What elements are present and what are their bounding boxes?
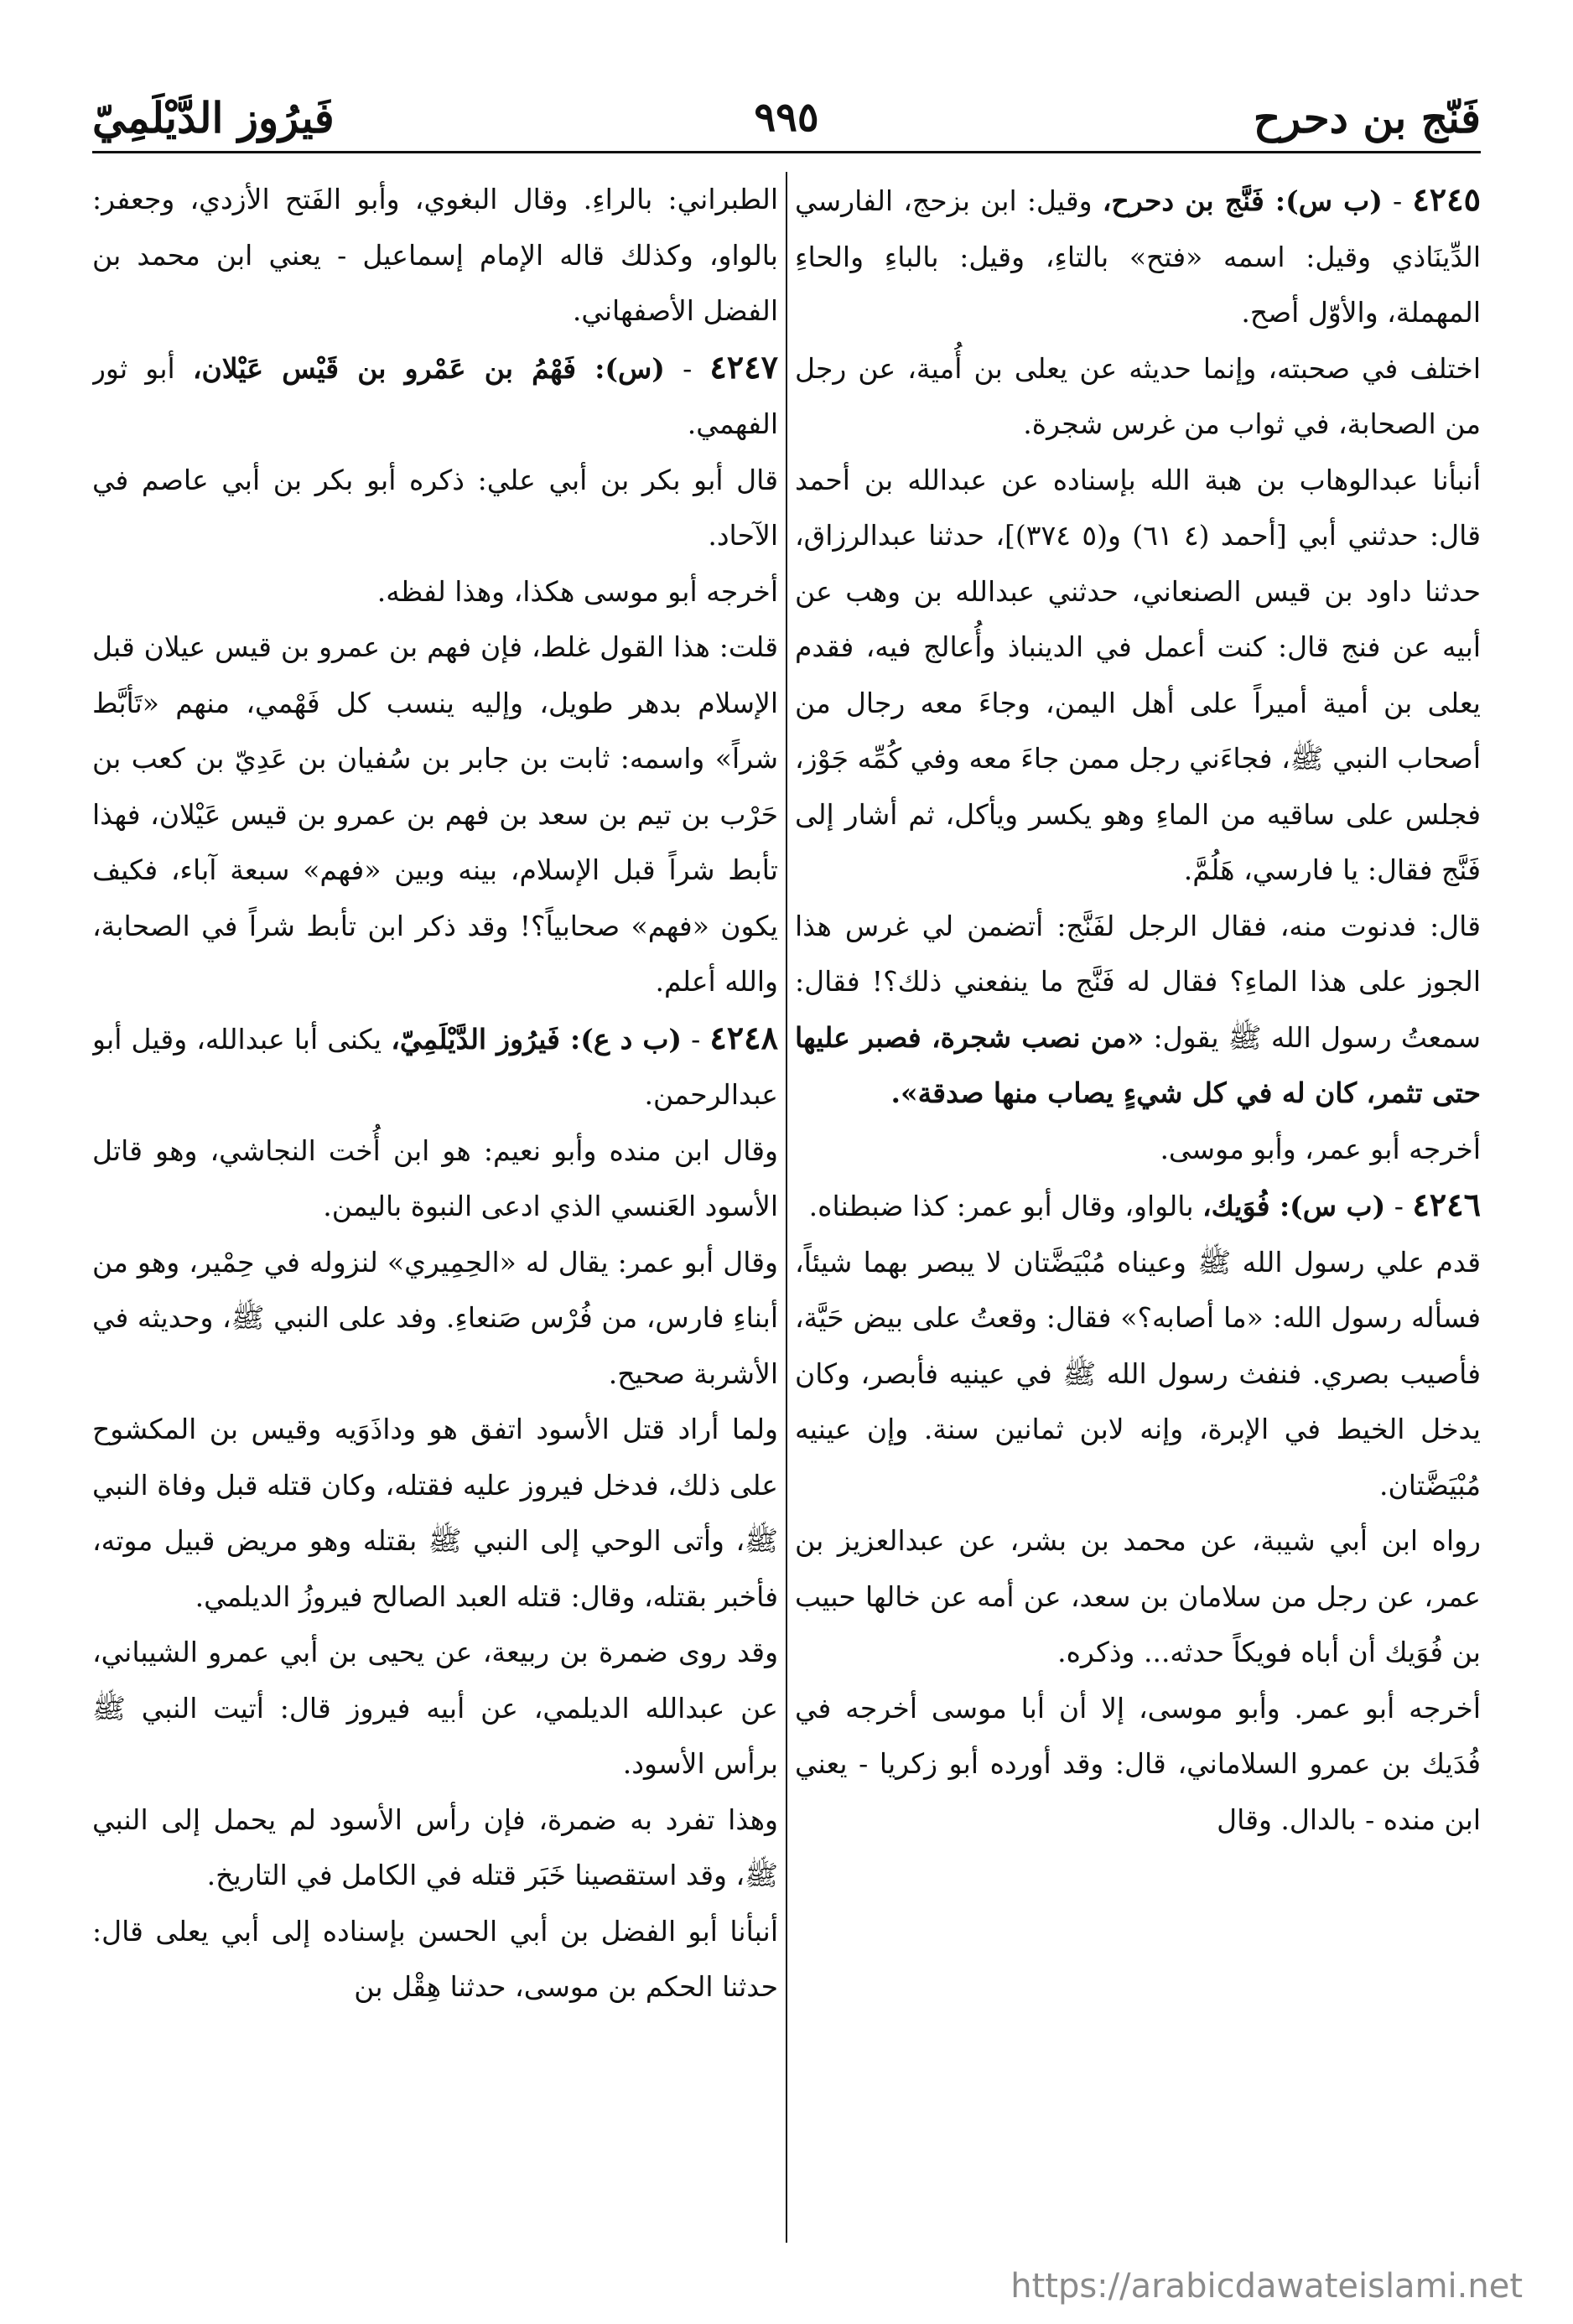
column-divider [786, 172, 787, 2243]
entry-number: ٤٢٤٥ [1412, 180, 1481, 218]
paragraph-text: ولما أراد قتل الأسود اتفق هو وداذَوَيه وقيس بن المكشوح على ذلك، فدخل فيروز عليه فقتله، وكان قتله قبل وفاة النبي ﷺ، وأتى الوحي إلى النبي ﷺ بقتله وهو مريض قبيل موته، فأخبر بقتله، وقال: قتله العبد الصالح فيروزُ الديلمي. [92, 1413, 778, 1613]
paragraph-text: اختلف في صحبته، وإنما حديثه عن يعلى بن أُمية، عن رجل من الصحابة، في ثواب من غرس شجرة. [795, 351, 1481, 440]
paragraph-text: قال أبو بكر بن أبي علي: ذكره أبو بكر بن أبي عاصم في الآحاد. [92, 463, 778, 552]
paragraph-text: وقال ابن منده وأبو نعيم: هو ابن أُخت النجاشي، وهو قاتل الأسود العَنسي الذي ادعى النبوة باليمن. [92, 1133, 778, 1222]
paragraph-text: أخرجه أبو عمر، وأبو موسى. [1160, 1132, 1481, 1165]
entry-name: (س): فَهْمُ بن عَمْرو بن قَيْس عَيْلان، [192, 351, 665, 385]
entry-number: ٤٢٤٨ [709, 1018, 778, 1056]
text-paragraph [92, 1235, 778, 1403]
entry-name: (ب س): فَنَّج بن دحرح، [1102, 184, 1383, 217]
header-left-title: فَيرُوز الدَّيْلَمِيّ [92, 92, 335, 143]
paragraph-text: وقال أبو عمر: يقال له «الحِمِيري» لنزوله في حِمْير، وهو من أبناءِ فارس، من فُرْس صَنعاءِ. وفد على النبي ﷺ، وحديثه في الأشربة صحيح. [92, 1245, 778, 1390]
text-paragraph [795, 453, 1481, 899]
text-paragraph [92, 1625, 778, 1792]
text-paragraph [92, 1402, 778, 1625]
entry-paragraph: ٤٢٤٧ - (س): فَهْمُ بن عَمْرو بن قَيْس عَيْلان، أبو ثور الفهمي. [92, 347, 778, 440]
text-paragraph [795, 1122, 1481, 1178]
paragraph-text: رواه ابن أبي شيبة، عن محمد بن بشر، عن عبدالعزيز بن عمر، عن رجل من سلامان بن سعد، عن أمه عن خالها حبيب بن فُوَيك أن أباه فويكاً حدثه... وذكره. [795, 1524, 1481, 1668]
entry-paragraph: ٤٢٤٨ - (ب د ع): فَيرُوز الدَّيْلَمِيّ، يكنى أبا عبدالله، وقيل أبو عبدالرحمن. [92, 1018, 778, 1111]
entry-paragraph: ٤٢٤٥ - (ب س): فَنَّج بن دحرح، وقيل: ابن بزحج، الفارسي الدِّينَاذي وقيل: اسمه «فتح» بالتاءِ، وقيل: بالباءِ والحاءِ المهملة، والأوّل أصح. [795, 180, 1481, 329]
paragraph-text: الطبراني: بالراءِ. وقال البغوي، وأبو الفَتح الأزدي، وجعفر: بالواو، وكذلك قاله الإمام إسماعيل - يعني ابن محمد بن الفضل الأصفهاني. [92, 183, 778, 327]
paragraph-text: قدم علي رسول الله ﷺ وعيناه مُبْيَضَّتان لا يبصر بهما شيئاً، فسأله رسول الله: «ما أصابه؟» فقال: وقعتُ على بيض حَيَّة، فأصيب بصري. فنفث رسول الله ﷺ في عينيه فأبصر، وكان يدخل الخيط في الإبرة، وإنه لابن ثمانين سنة. وإن عينيه مُبْيَضَّتان. [795, 1245, 1481, 1502]
paragraph-text: بالواو، وقال أبو عمر: كذا ضبطناه. [808, 1190, 1194, 1222]
watermark-url[interactable]: https://arabicdawateislami.net [1010, 2267, 1523, 2306]
hadith-quote: «من نصب شجرة، فصبر عليها حتى تثمر، كان له في كل شيءٍ يصاب منها صدقة». [795, 1020, 1481, 1109]
entry-name: (ب س): فُوَيك، [1202, 1190, 1386, 1222]
text-paragraph [92, 564, 778, 620]
entry-paragraph: ٤٢٤٦ - (ب س): فُوَيك، بالواو، وقال أبو عمر: كذا ضبطناه. [808, 1185, 1481, 1223]
entry-name: (ب د ع): فَيرُوز الدَّيْلَمِيّ، [391, 1022, 683, 1056]
header-right-title: فَنّج بن دحرح [1253, 92, 1481, 143]
text-paragraph [795, 1235, 1481, 1514]
text-paragraph [92, 1792, 778, 1904]
paragraph-text: أخرجه أبو عمر. وأبو موسى، إلا أن أبا موسى أخرجه في فُدَيك بن عمرو السلاماني، قال: وقد أورده أبو زكريا - يعني ابن منده - بالدال. وقال [795, 1691, 1481, 1836]
paragraph-text: قال: فدنوت منه، فقال الرجل لفَنَّج: أتضمن لي غرس هذا الجوز على هذا الماءِ؟ فقال له فَنَّج ما ينفعني ذلك؟! فقال: سمعتُ رسول الله ﷺ يقول: [795, 909, 1481, 1054]
text-paragraph [92, 453, 778, 564]
entry-number: ٤٢٤٧ [709, 347, 778, 386]
paragraph-text: قلت: هذا القول غلط، فإن فهم بن عمرو بن قيس عيلان قبل الإسلام بدهر طويل، وإليه ينسب كل فَهْمي، منهم «تَأبَّط شراً» واسمه: ثابت بن جابر بن سُفيان بن عَدِيّ بن كعب بن حَرْب بن تيم بن سعد بن فهم بن عمرو بن قيس عَيْلان، فهذا تأبط شراً قبل الإسلام، بينه وبين «فهم» سبعة آباء، فكيف يكون «فهم» صحابياً؟! وقد ذكر ابن تأبط شراً في الصحابة، والله أعلم. [92, 630, 778, 998]
paragraph-text: يكنى أبا عبدالله، وقيل أبو عبدالرحمن. [92, 1022, 778, 1111]
text-paragraph [92, 1904, 778, 2015]
right-column [795, 172, 1481, 2243]
text-paragraph [92, 1123, 778, 1235]
entry-number: ٤٢٤٦ [1412, 1185, 1481, 1223]
text-paragraph [92, 620, 778, 1010]
text-paragraph [795, 899, 1481, 1122]
text-paragraph [795, 1513, 1481, 1681]
paragraph-text: أنبأنا عبدالوهاب بن هبة الله بإسناده عن عبدالله بن أحمد قال: حدثني أبي [أحمد (٤ ٦١) و(٥ ٣٧٤)]، حدثنا عبدالرزاق، حدثنا داود بن قيس الصنعاني، حدثني عبدالله بن وهب عن أبيه عن فنج قال: كنت أعمل في الدينباذ وأُعالج فيه، فقدم يعلى بن أمية أميراً على أهل اليمن، وجاءَ معه رجال من أصحاب النبي ﷺ، فجاءَني رجل ممن جاءَ معه وفي كُمِّه جَوْز، فجلس على ساقيه من الماءِ وهو يكسر ويأكل، ثم أشار إلى فَنَّج فقال: يا فارسي، هَلُمَّ. [795, 463, 1481, 886]
text-paragraph [795, 1681, 1481, 1849]
paragraph-text: أبو ثور الفهمي. [92, 351, 778, 440]
text-columns [92, 172, 1481, 2243]
paragraph-text: وقيل: ابن بزحج، الفارسي الدِّينَاذي وقيل: اسمه «فتح» بالتاءِ، وقيل: بالباءِ والحاءِ المهملة، والأوّل أصح. [795, 184, 1481, 329]
page-number: ٩٩٥ [754, 94, 819, 141]
paragraph-text: أخرجه أبو موسى هكذا، وهذا لفظه. [376, 574, 778, 608]
paragraph-text: وقد روى ضمرة بن ربيعة، عن يحيى بن أبي عمرو الشيباني، عن عبدالله الديلمي، عن أبيه فيروز قال: أتيت النبي ﷺ برأس الأسود. [92, 1636, 778, 1780]
text-paragraph [92, 172, 778, 340]
paragraph-text: أنبأنا أبو الفضل بن أبي الحسن بإسناده إلى أبي يعلى قال: حدثنا الحكم بن موسى، حدثنا هِقْل بن [92, 1914, 778, 2003]
text-paragraph [795, 341, 1481, 453]
page-header [92, 84, 1481, 153]
left-column [92, 172, 778, 2243]
paragraph-text: وهذا تفرد به ضمرة، فإن رأس الأسود لم يحمل إلى النبي ﷺ، وقد استقصينا خَبَر قتله في الكامل في التاريخ. [92, 1803, 778, 1891]
